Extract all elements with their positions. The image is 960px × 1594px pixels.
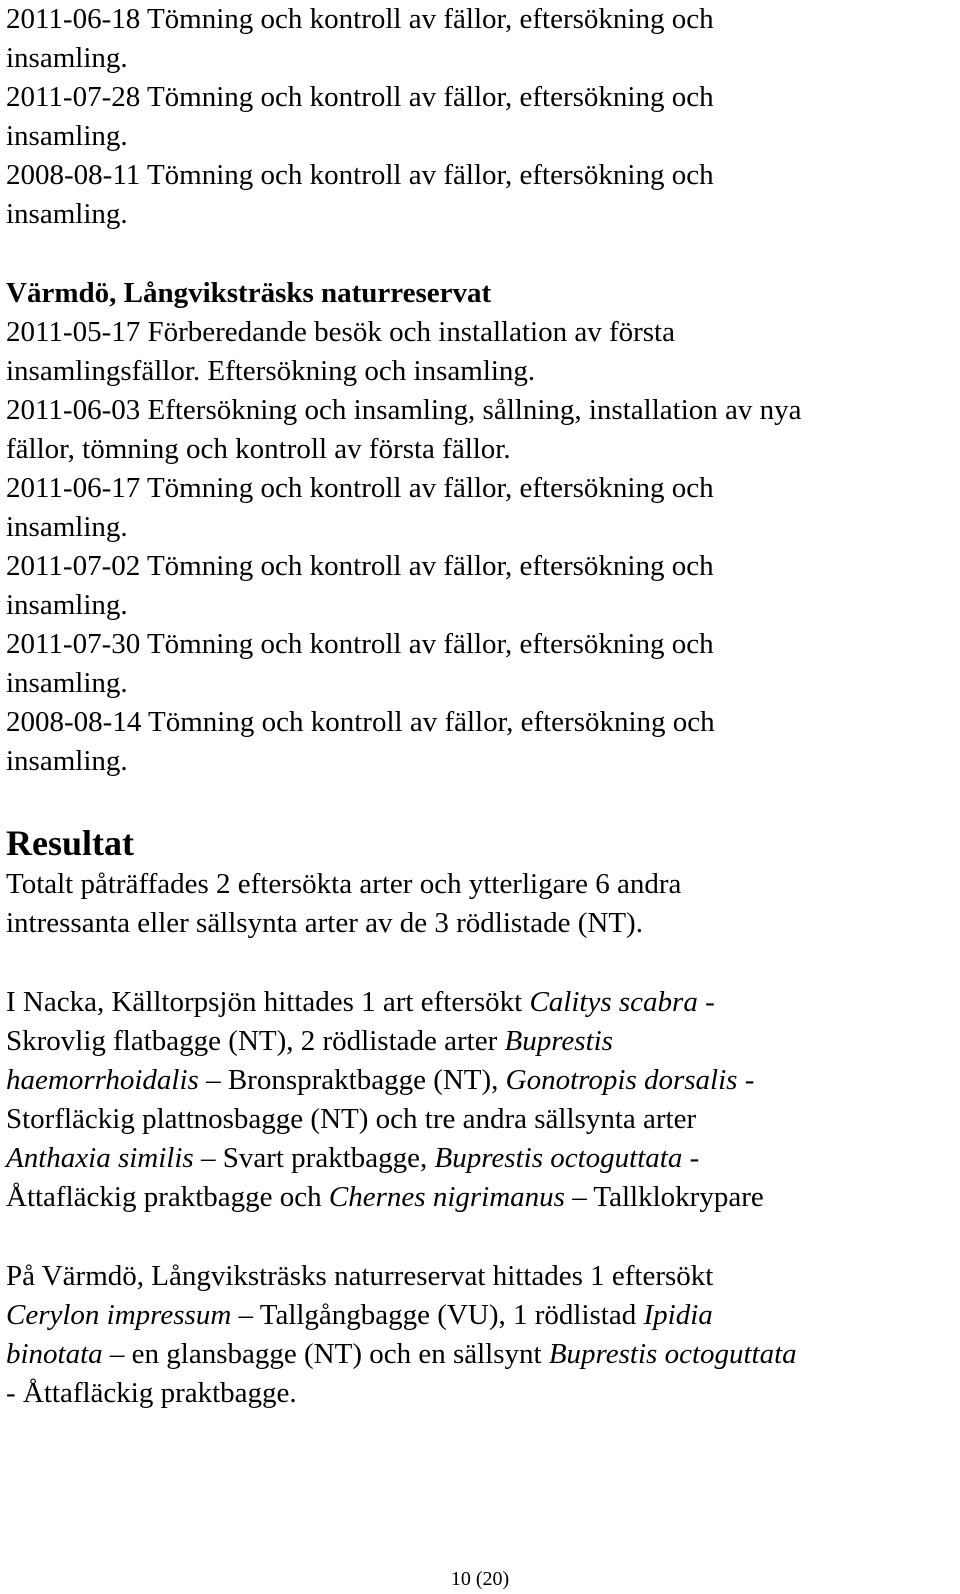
visit-line: 2011-05-17 Förberedande besök och installation av första	[6, 316, 675, 348]
page-number: 10 (20)	[450, 1568, 510, 1590]
visit-line: insamling.	[6, 511, 128, 543]
visit-entry-date-line: 2008-08-11 Tömning och kontroll av fällor, eftersökning och	[6, 159, 714, 191]
species-name: Buprestis octoguttata	[434, 1142, 683, 1174]
varmdo-line-3	[6, 1335, 951, 1374]
text-run: – Svart praktbagge,	[193, 1142, 435, 1174]
text-run: – en glansbagge (NT) och en sällsynt	[102, 1338, 549, 1370]
text-run: – Tallklokrypare	[564, 1181, 764, 1213]
nacka-line-4: Storfläckig plattnosbagge (NT) och tre andra sällsynta arter	[6, 1103, 697, 1135]
results-heading: Resultat	[6, 823, 134, 863]
text-run: Skrovlig flatbagge (NT), 2 rödlistade arter	[6, 1025, 505, 1057]
nacka-line-1	[6, 983, 951, 1022]
document-page	[6, 0, 951, 1413]
species-name: Gonotropis dorsalis	[505, 1064, 738, 1096]
varmdo-line-4: - Åttafläckig praktbagge.	[6, 1377, 297, 1409]
visit-line: fällor, tömning och kontroll av första fällor.	[6, 433, 511, 465]
species-name: Calitys scabra	[529, 986, 698, 1018]
visit-line: 2011-06-03 Eftersökning och insamling, sållning, installation av nya	[6, 394, 802, 426]
visit-list-site1	[6, 0, 951, 234]
species-name: binotata	[6, 1338, 103, 1370]
summary-line: intressanta eller sällsynta arter av de 3 rödlistade (NT).	[6, 907, 643, 939]
visit-line: 2011-07-30 Tömning och kontroll av fällor, eftersökning och	[6, 628, 714, 660]
summary-line: Totalt påträffades 2 eftersökta arter och ytterligare 6 andra	[6, 868, 682, 900]
text-run: -	[737, 1064, 755, 1096]
species-name: Cerylon impressum	[6, 1299, 232, 1331]
visit-line: 2008-08-14 Tömning och kontroll av fällor, eftersökning och	[6, 706, 715, 738]
varmdo-line-1: På Värmdö, Långviksträsks naturreservat hittades 1 eftersökt	[6, 1260, 714, 1292]
text-run: – Tallgångbagge (VU), 1 rödlistad	[231, 1299, 644, 1331]
visit-line: 2011-06-17 Tömning och kontroll av fällor, eftersökning och	[6, 472, 714, 504]
text-run: -	[697, 986, 715, 1018]
visit-line: 2011-07-02 Tömning och kontroll av fällor, eftersökning och	[6, 550, 714, 582]
nacka-line-2	[6, 1022, 951, 1061]
visit-line: insamling.	[6, 667, 128, 699]
visit-line: insamling.	[6, 589, 128, 621]
species-name: haemorrhoidalis	[6, 1064, 199, 1096]
species-name: Buprestis	[504, 1025, 613, 1057]
nacka-line-5	[6, 1139, 951, 1178]
visit-entry-date-line: 2011-07-28 Tömning och kontroll av fällor, eftersökning och	[6, 81, 714, 113]
visit-line: insamling.	[6, 745, 128, 777]
nacka-line-3	[6, 1061, 951, 1100]
species-name: Anthaxia similis	[6, 1142, 194, 1174]
results-summary	[6, 865, 951, 943]
visit-entry-continuation: insamling.	[6, 42, 128, 74]
visit-list-site2	[6, 274, 951, 781]
nacka-paragraph	[6, 983, 951, 1217]
varmdo-paragraph	[6, 1257, 951, 1413]
site-title: Värmdö, Långviksträsks naturreservat	[6, 277, 492, 309]
nacka-line-6	[6, 1178, 951, 1217]
text-run: Åttafläckig praktbagge och	[6, 1181, 329, 1213]
text-run: I Nacka, Källtorpsjön hittades 1 art eftersökt	[6, 986, 530, 1018]
visit-entry-date-line: 2011-06-18 Tömning och kontroll av fällor, eftersökning och	[6, 3, 714, 35]
varmdo-line-2	[6, 1296, 951, 1335]
visit-entry-continuation: insamling.	[6, 120, 128, 152]
species-name: Buprestis octoguttata	[548, 1338, 797, 1370]
species-name: Chernes nigrimanus	[328, 1181, 565, 1213]
text-run: -	[682, 1142, 700, 1174]
visit-entry-continuation: insamling.	[6, 198, 128, 230]
text-run: – Bronspraktbagge (NT),	[198, 1064, 506, 1096]
visit-line: insamlingsfällor. Eftersökning och insamling.	[6, 355, 536, 387]
species-name: Ipidia	[643, 1299, 713, 1331]
